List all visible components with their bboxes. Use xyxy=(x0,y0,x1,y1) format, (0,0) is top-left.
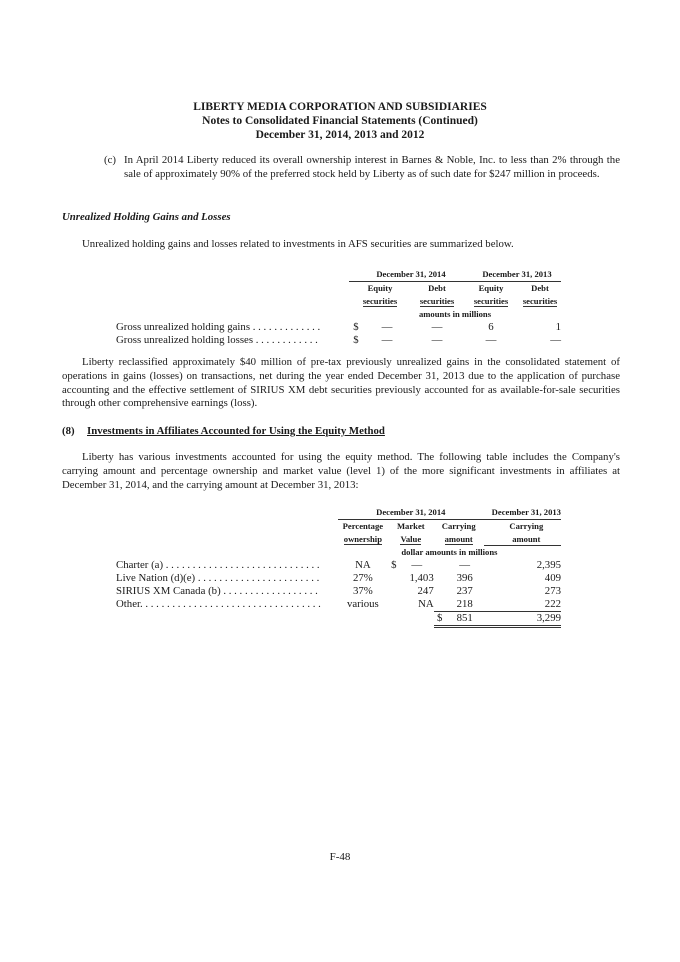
reclass-paragraph: Liberty reclassified approximately $40 million of pre-tax previously unrealized gains in the consolidated statement of operations in gains (losses) on transactions, net during the year ended December 31, 2013 due to the application of purchase accounting and the effective settlement of SIRIUS XM debt securities previously accounted for as available-for-sale securities through other comprehensive earnings (loss). xyxy=(62,356,620,410)
cell-value: 1 xyxy=(555,320,561,333)
table-row xyxy=(116,598,561,612)
dollar-sign xyxy=(434,598,446,612)
cell-value: NA xyxy=(355,559,371,571)
cell-value: — xyxy=(459,559,471,571)
row-label: Other. . . . . . . . . . . . . . . . . . . . . . . . . . . . . . . . . . xyxy=(116,598,321,611)
section-number: (8) xyxy=(62,425,75,437)
cell-value: 222 xyxy=(484,598,561,612)
cell-value: 396 xyxy=(456,572,473,584)
cell-value: 247 xyxy=(417,585,434,597)
unrealized-section-title: Unrealized Holding Gains and Losses xyxy=(62,211,231,223)
equity-group-2014: December 31, 2014 xyxy=(338,506,484,520)
cell-value: — xyxy=(381,320,393,333)
equity-col-header: amount xyxy=(484,533,561,546)
section-title: Investments in Affiliates Accounted for Using the Equity Method xyxy=(87,425,385,437)
afs-group-2014: December 31, 2014 xyxy=(349,268,463,282)
dollar-sign xyxy=(388,572,400,585)
dollar-sign: $ xyxy=(391,559,397,571)
cell-value: — xyxy=(411,559,423,571)
cell-value: — xyxy=(485,333,497,346)
equity-col-header: Value xyxy=(400,534,422,544)
cell-value: — xyxy=(431,333,443,346)
dollar-sign: $ xyxy=(353,333,359,346)
equity-affiliates-table xyxy=(116,506,561,628)
table-row xyxy=(116,321,561,334)
equity-col-header: Market xyxy=(396,521,425,532)
dollar-sign xyxy=(434,585,446,598)
afs-group-2013: December 31, 2013 xyxy=(463,268,561,282)
afs-col-header: Debt xyxy=(531,283,549,294)
equity-col-header: Carrying xyxy=(509,521,544,532)
equity-group-2013: December 31, 2013 xyxy=(484,506,561,520)
cell-value: — xyxy=(381,333,393,346)
afs-col-header: securities xyxy=(419,296,455,306)
cell-value: 27% xyxy=(352,572,373,584)
dollar-sign xyxy=(388,598,400,612)
section-8-heading xyxy=(62,425,385,437)
total-row xyxy=(116,612,561,627)
row-label: SIRIUS XM Canada (b) . . . . . . . . . . . . . . . . . . xyxy=(116,585,318,597)
dollar-sign xyxy=(388,585,400,598)
notes-subheading: Notes to Consolidated Financial Statements (Continued) xyxy=(202,115,478,127)
cell-value: 6 xyxy=(488,320,494,333)
afs-col-header: Equity xyxy=(478,283,504,294)
date-subheading: December 31, 2014, 2013 and 2012 xyxy=(255,129,425,141)
row-label: Charter (a) . . . . . . . . . . . . . . . . . . . . . . . . . . . . . xyxy=(116,559,320,571)
dollar-sign xyxy=(434,559,446,572)
cell-value: NA xyxy=(418,598,434,611)
cell-value: 37% xyxy=(352,585,373,597)
equity-col-header: Carrying xyxy=(441,521,476,532)
total-value: 851 xyxy=(446,612,484,627)
dollar-sign xyxy=(434,572,446,585)
table-row xyxy=(116,572,561,585)
equity-col-header: amount xyxy=(444,534,473,544)
note-c-label: (c) xyxy=(104,154,116,166)
cell-value: 218 xyxy=(446,598,484,612)
total-value: 3,299 xyxy=(484,612,561,627)
cell-value: 1,403 xyxy=(409,572,434,584)
table-row xyxy=(116,585,561,598)
cell-value: 2,395 xyxy=(536,559,561,571)
equity-method-intro: Liberty has various investments accounted for using the equity method. The following table includes the Company's carrying amount and percentage ownership and market value (level 1) of the more significant investments in affiliates at December 31, 2014, and the carrying amount at December 31, 2013: xyxy=(62,451,620,491)
afs-col-header: securities xyxy=(473,296,509,306)
cell-value: — xyxy=(431,320,443,333)
unrealized-intro: Unrealized holding gains and losses related to investments in AFS securities are summarized below. xyxy=(82,238,514,250)
cell-value: 273 xyxy=(544,585,561,597)
note-c-text: In April 2014 Liberty reduced its overall ownership interest in Barnes & Noble, Inc. to less than 2% through the sale of approximately 90% of the preferred stock held by Liberty as of such date for $247 million in proceeds. xyxy=(124,154,620,180)
afs-unrealized-table xyxy=(116,268,561,347)
afs-col-header: Debt xyxy=(428,283,446,294)
row-label: Gross unrealized holding losses . . . . . . . . . . . . xyxy=(116,333,318,346)
equity-col-header: ownership xyxy=(343,534,382,544)
company-heading: LIBERTY MEDIA CORPORATION AND SUBSIDIARIES xyxy=(193,101,487,113)
table-row xyxy=(116,334,561,347)
afs-col-header: Equity xyxy=(367,283,393,294)
afs-units-label: amounts in millions xyxy=(418,308,492,319)
cell-value: 409 xyxy=(544,572,561,584)
equity-units-label: dollar amounts in millions xyxy=(401,547,498,557)
dollar-sign: $ xyxy=(434,612,446,627)
afs-col-header: securities xyxy=(522,296,558,306)
equity-col-header: Percentage xyxy=(342,521,384,532)
page-number: F-48 xyxy=(329,851,351,863)
dollar-sign: $ xyxy=(353,320,359,333)
row-label: Live Nation (d)(e) . . . . . . . . . . . . . . . . . . . . . . . xyxy=(116,572,320,584)
afs-col-header: securities xyxy=(362,296,398,306)
row-label: Gross unrealized holding gains . . . . . . . . . . . . . xyxy=(116,320,321,333)
cell-value: various xyxy=(346,598,379,611)
table-row xyxy=(116,559,561,572)
cell-value: — xyxy=(550,333,561,346)
cell-value: 237 xyxy=(456,585,473,597)
